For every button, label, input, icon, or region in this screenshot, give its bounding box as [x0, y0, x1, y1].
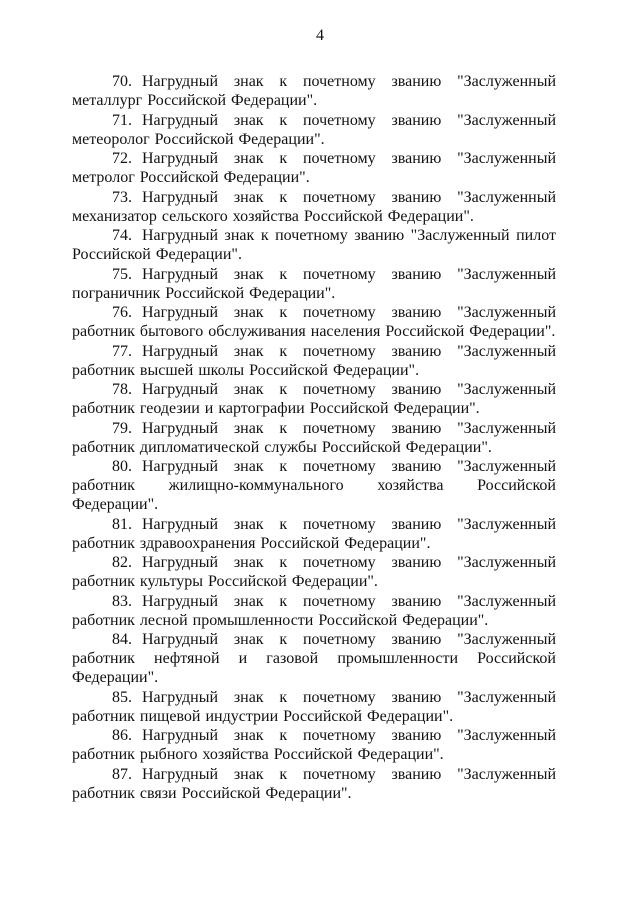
item-text: Нагрудный знак к почетному званию "Заслуженный работник бытового обслуживания населения Российской Федерации". [72, 304, 556, 340]
item-number: 86. [112, 727, 132, 744]
list-item [72, 226, 556, 264]
item-number: 81. [112, 515, 132, 533]
list-item [72, 111, 556, 149]
item-number: 75. [112, 265, 132, 283]
item-number: 73. [112, 188, 132, 206]
item-number: 79. [112, 419, 132, 437]
list-item [72, 149, 556, 187]
list-item [72, 457, 556, 514]
list-item [72, 515, 556, 553]
list-item [72, 726, 556, 764]
list-item [72, 188, 556, 226]
item-text: Нагрудный знак к почетному званию "Заслуженный метеоролог Российской Федерации". [72, 111, 556, 148]
item-text: Нагрудный знак к почетному званию "Заслуженный работник высшей школы Российской Федерации". [72, 342, 556, 379]
page-number: 4 [316, 27, 324, 44]
list-item [72, 630, 556, 687]
list-item [72, 342, 556, 380]
item-text: Нагрудный знак к почетному званию "Заслуженный работник дипломатической службы Российской Федерации". [72, 419, 556, 456]
list-item [72, 72, 556, 110]
list-item [72, 688, 556, 726]
item-number: 85. [112, 688, 132, 706]
item-text: Нагрудный знак к почетному званию "Заслуженный работник пищевой индустрии Российской Федерации". [72, 688, 556, 725]
item-text: Нагрудный знак к почетному званию "Заслуженный работник лесной промышленности Российской Федерации". [72, 592, 556, 629]
item-number: 78. [112, 381, 132, 398]
item-number: 84. [112, 631, 132, 648]
list-item [72, 419, 556, 457]
item-text: Нагрудный знак к почетному званию "Заслуженный пограничник Российской Федерации". [72, 265, 556, 302]
item-number: 74. [112, 227, 132, 244]
item-text: Нагрудный знак к почетному званию "Заслуженный металлург Российской Федерации". [72, 73, 556, 109]
item-text: Нагрудный знак к почетному званию "Заслуженный работник связи Российской Федерации". [72, 765, 556, 802]
item-text: Нагрудный знак к почетному званию "Заслуженный работник нефтяной и газовой промышленности Российской Федерации". [72, 631, 556, 686]
item-text: Нагрудный знак к почетному званию "Заслуженный работник здравоохранения Российской Федерации". [72, 515, 556, 552]
list-item [72, 553, 556, 591]
decree-item-list [72, 72, 556, 803]
item-text: Нагрудный знак к почетному званию "Заслуженный работник геодезии и картографии Российской Федерации". [72, 381, 556, 417]
item-number: 87. [112, 765, 132, 783]
item-text: Нагрудный знак к почетному званию "Заслуженный работник рыбного хозяйства Российской Федерации". [72, 727, 556, 763]
item-text: Нагрудный знак к почетному званию "Заслуженный работник жилищно-коммунального хозяйства Российской Федерации". [72, 458, 556, 513]
list-item [72, 380, 556, 418]
item-number: 83. [112, 592, 132, 610]
item-text: Нагрудный знак к почетному званию "Заслуженный работник культуры Российской Федерации". [72, 554, 556, 590]
item-number: 76. [112, 304, 132, 321]
item-text: Нагрудный знак к почетному званию "Заслуженный метролог Российской Федерации". [72, 150, 556, 186]
item-number: 72. [112, 150, 132, 167]
item-number: 82. [112, 554, 132, 571]
item-text: Нагрудный знак к почетному званию "Заслуженный механизатор сельского хозяйства Российской Федерации". [72, 188, 556, 225]
item-number: 71. [112, 111, 132, 129]
list-item [72, 765, 556, 803]
item-text: Нагрудный знак к почетному званию "Заслуженный пилот Российской Федерации". [72, 227, 556, 263]
item-number: 80. [112, 458, 132, 475]
list-item [72, 265, 556, 303]
item-number: 70. [112, 73, 132, 90]
list-item [72, 592, 556, 630]
item-number: 77. [112, 342, 132, 360]
list-item [72, 303, 556, 341]
